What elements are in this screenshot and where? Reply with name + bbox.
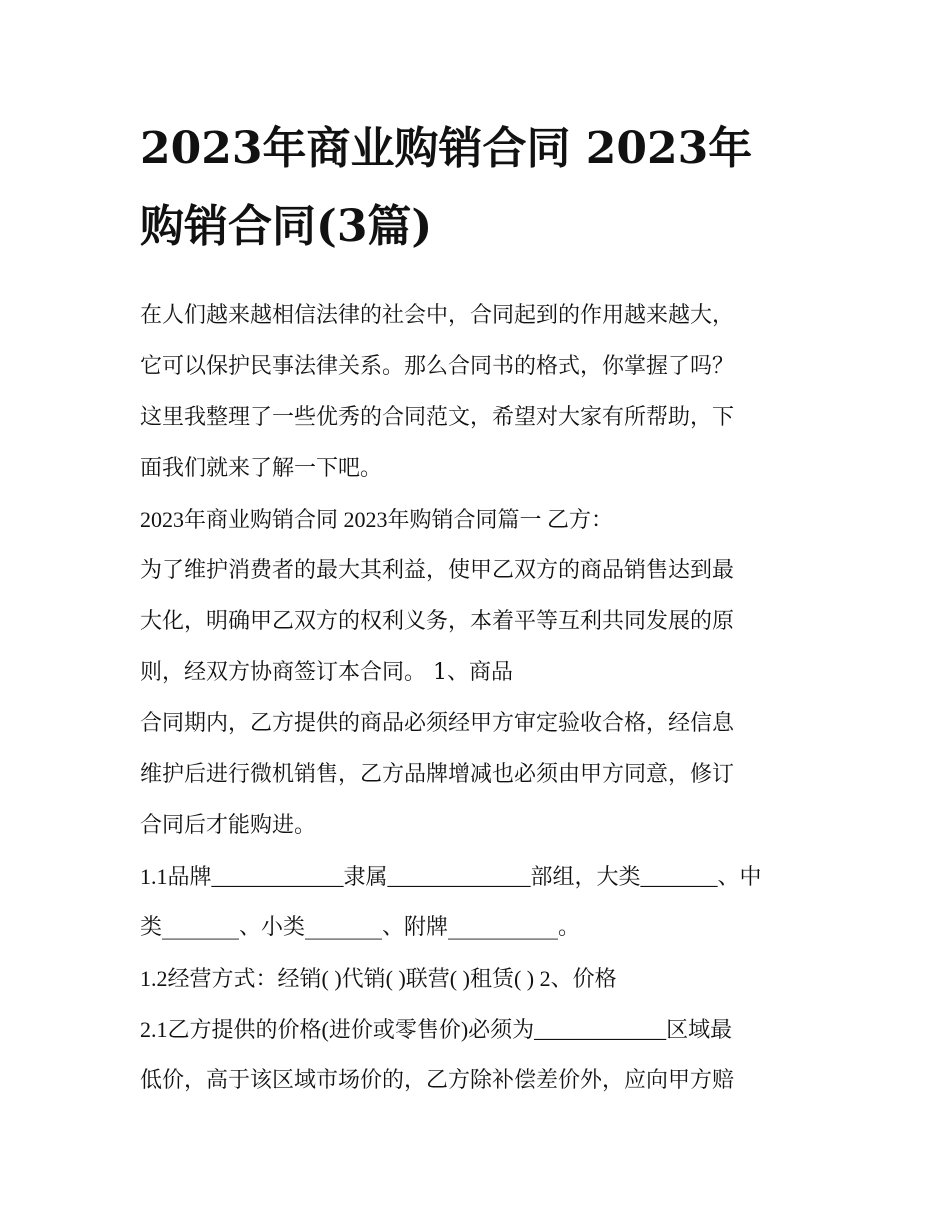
title-line-1: 2023年商业购销合同 2023年 (140, 123, 753, 174)
body-line-4: 面我们就来了解一下吧。 (140, 456, 383, 481)
document-body (140, 290, 812, 1106)
clause-1-1-line-1: 1.1品牌____________隶属_____________部组，大类_______、中 (140, 864, 762, 889)
body-line-9: 合同期内，乙方提供的商品必须经甲方审定验收合格，经信息 (140, 711, 735, 736)
section-heading-line: 2023年商业购销合同 2023年购销合同篇一 乙方： (140, 507, 614, 532)
clause-2-1-line-1: 2.1乙方提供的价格(进价或零售价)必须为____________区域最 (140, 1017, 733, 1042)
document-page (140, 110, 812, 1106)
body-line-11: 合同后才能购进。 (140, 813, 317, 838)
body-line-7: 大化，明确甲乙双方的权利义务，本着平等互利共同发展的原 (140, 609, 735, 634)
body-line-8: 则，经双方协商签订本合同。 1、商品 (140, 660, 513, 685)
document-title (140, 110, 812, 266)
title-line-2: 购销合同(3篇) (140, 201, 433, 252)
body-line-1: 在人们越来越相信法律的社会中，合同起到的作用越来越大， (140, 303, 735, 328)
body-line-6: 为了维护消费者的最大其利益，使甲乙双方的商品销售达到最 (140, 558, 735, 583)
body-line-10: 维护后进行微机销售，乙方品牌增减也必须由甲方同意，修订 (140, 762, 735, 787)
body-line-2: 它可以保护民事法律关系。那么合同书的格式，你掌握了吗？ (140, 354, 735, 379)
clause-1-1-line-2: 类_______、小类_______、附牌__________。 (140, 915, 581, 940)
clause-2-1-line-2: 低价，高于该区域市场价的，乙方除补偿差价外，应向甲方赔 (140, 1068, 735, 1093)
clause-1-2-line: 1.2经营方式：经销( )代销( )联营( )租赁( ) 2、价格 (140, 966, 617, 991)
body-line-3: 这里我整理了一些优秀的合同范文，希望对大家有所帮助，下 (140, 405, 735, 430)
